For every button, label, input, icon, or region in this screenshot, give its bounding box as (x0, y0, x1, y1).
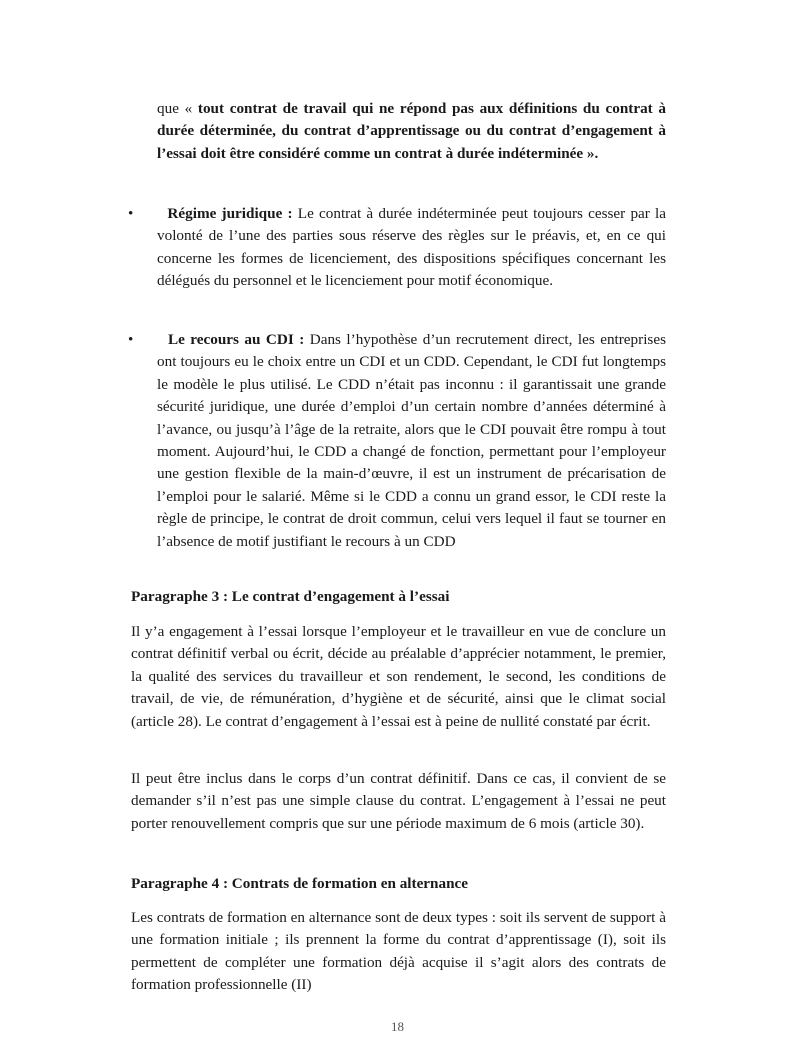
bullet-marker-recours: • (128, 331, 134, 348)
section4-paragraph-1: Les contrats de formation en alternance sont de deux types : soit ils servent de support à une formation initiale ; ils prennent la forme du contrat d’apprentissage (I), soit ils permettent de compléter une formation déjà acquise il s’agit alors des contrats de formation professionnelle (II) (131, 909, 666, 994)
page-number: 18 (391, 1019, 404, 1034)
bullet-regime-title: Régime juridique : (167, 205, 293, 222)
bullet-recours-cdi (157, 329, 666, 553)
bullet-regime-text: Le contrat à durée indéterminée peut toujours cesser par la volonté de l’une des parties sous réserve des règles sur le préavis, et, en ce qui concerne les formes de licenciement, des dispositions spécifiques concernant les délégués du personnel et le licenciement pour motif économique. (157, 205, 667, 290)
section3-paragraph-1: Il y’a engagement à l’essai lorsque l’employeur et le travailleur en vue de conclure un contrat définitif verbal ou écrit, décide au préalable d’apprécier notamment, le premier, la qualité des services du travailleur et son rendement, le second, les conditions de travail, de vie, de rémunération, d’hygiène et de sécurité, ainsi que le climat social (article 28). Le contrat d’engagement à l’essai est à peine de nullité constaté par écrit. (131, 623, 666, 730)
section4-heading: Paragraphe 4 : Contrats de formation en alternance (131, 875, 469, 892)
section3-heading: Paragraphe 3 : Le contrat d’engagement à l’essai (131, 588, 450, 605)
intro-prefix: que « (157, 100, 198, 117)
section3-paragraph-2: Il peut être inclus dans le corps d’un contrat définitif. Dans ce cas, il convient de se demander s’il n’est pas une simple clause du contrat. L’engagement à l’essai ne peut porter renouvellement compris que sur une période maximum de 6 mois (article 30). (131, 770, 666, 832)
bullet-regime-juridique (157, 203, 666, 293)
bullet-recours-title: Le recours au CDI : (167, 331, 305, 348)
bullet-marker-regime: • (128, 205, 134, 222)
bullet-recours-text: Dans l’hypothèse d’un recrutement direct, les entreprises ont toujours eu le choix entre un CDI et un CDD. Cependant, le CDI fut longtemps le modèle le plus utilisé. Le CDD n’était pas inconnu : il garantissait une grande sécurité juridique, une durée d’emploi d’un certain nombre d’années déterminé à l’avance, ou jusqu’à l’âge de la retraite, alors que le CDI pouvait être rompu à tout moment. Aujourd’hui, le CDD a changé de fonction, permettant pour l’employeur une gestion flexible de la main-d’œuvre, il est un instrument de précarisation de l’emploi pour le salarié. Même si le CDD a connu un grand essor, le CDI reste la règle de principe, le contrat de droit commun, celui vers lequel il faut se tourner en l’absence de motif justifiant le recours à un CDD (157, 331, 666, 550)
intro-paragraph (157, 98, 666, 165)
intro-quote: tout contrat de travail qui ne répond pas aux définitions du contrat à durée déterminée, du contrat d’apprentissage ou du contrat d’engagement à l’essai doit être considéré comme un contrat à durée indéterminée ». (157, 100, 666, 162)
